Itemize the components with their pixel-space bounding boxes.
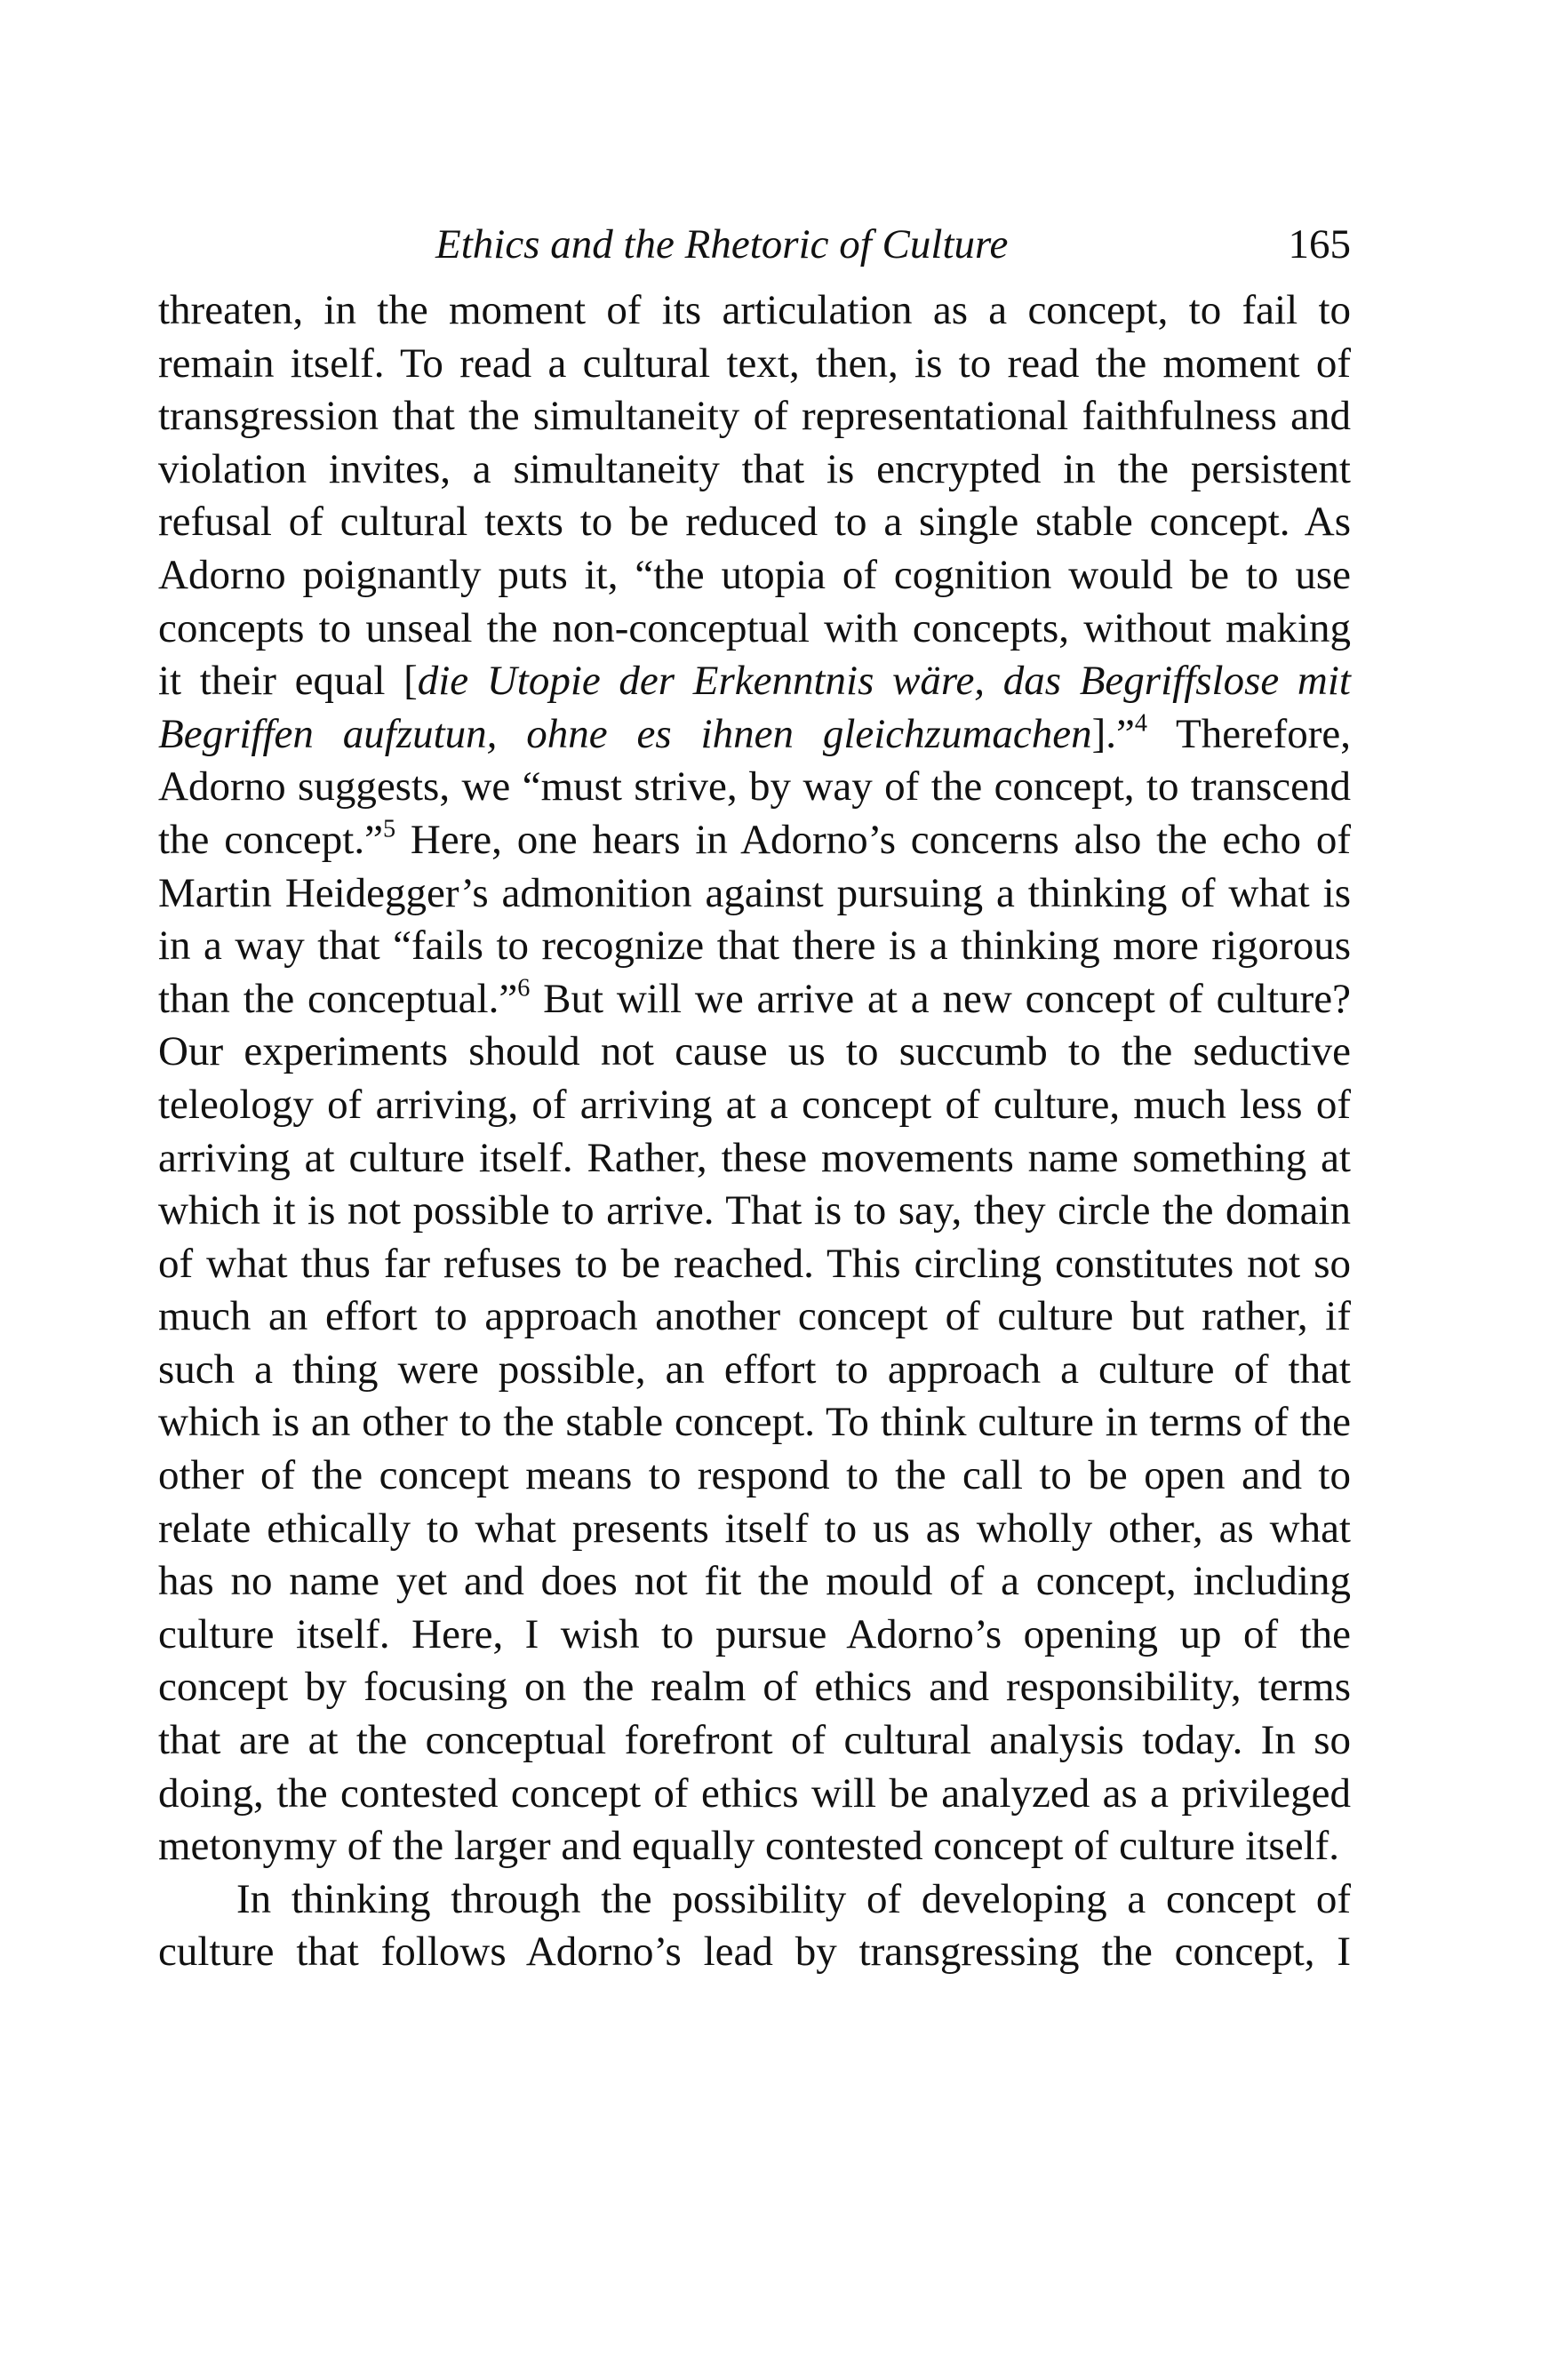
- paragraph-1-text-d: Here, one hears in Adorno’s concerns also the echo of Martin Heidegger’s admonition against pursuing a thinking of what is in a way that “fails to recognize that there is a thinking more rigorous than the conceptual.”: [158, 816, 1351, 1022]
- page-number: 165: [1288, 221, 1351, 268]
- paragraph-1: [158, 284, 1351, 1873]
- footnote-ref-6: 6: [517, 974, 531, 1002]
- paragraph-2: In thinking through the possibility of developing a concept of culture that follows Adorno’s lead by transgressing the concept, I: [158, 1875, 1351, 1976]
- paragraph-1-text-a: threaten, in the moment of its articulation as a concept, to fail to remain itself. To read a cultural text, then, is to read the moment of transgression that the simultaneity of representational faithfulness and violation invites, a simultaneity that is encrypted in the persistent refusal of cultural texts to be reduced to a single stable concept. As Adorno poignantly puts it, “the utopia of cognition would be to use concepts to unseal the non-conceptual with concepts, without making it their equal [: [158, 287, 1351, 705]
- footnote-ref-5: 5: [382, 815, 396, 843]
- body-text: [158, 284, 1351, 1979]
- footnote-ref-4: 4: [1134, 709, 1147, 738]
- paragraph-1-text-c: Therefore, Adorno suggests, we “must strive, by way of the concept, to transcend the concept.”: [158, 710, 1351, 863]
- paragraph-1-text-e: But will we arrive at a new concept of culture? Our experiments should not cause us to succumb to the seductive teleology of arriving, of arriving at a concept of culture, much less of arriving at culture itself. Rather, these movements name something at which it is not possible to arrive. That is to say, they circle the domain of what thus far refuses to be reached. This circling constitutes not so much an effort to approach another concept of culture but rather, if such a thing were possible, an effort to approach a culture of that which is an other to the stable concept. To think culture in terms of the other of the concept means to respond to the call to be open and to relate ethically to what presents itself to us as wholly other, as what has no name yet and does not fit the mould of a concept, including culture itself. Here, I wish to pursue Adorno’s opening up of the concept by focusing on the realm of ethics and responsibility, terms that are at the conceptual forefront of cultural analysis today. In so doing, the contested concept of ethics will be analyzed as a privileged metonymy of the larger and equally contested concept of culture itself.: [158, 975, 1351, 1870]
- running-title: Ethics and the Rhetoric of Culture: [435, 221, 1009, 268]
- german-quotation: die Utopie der Erkenntnis wäre, das Begriffslose mit Begriffen aufzutun, ohne es ihnen gleichzumachen: [158, 658, 1351, 757]
- running-head: [158, 220, 1351, 283]
- paragraph-1-text-b: ].”: [1091, 710, 1135, 757]
